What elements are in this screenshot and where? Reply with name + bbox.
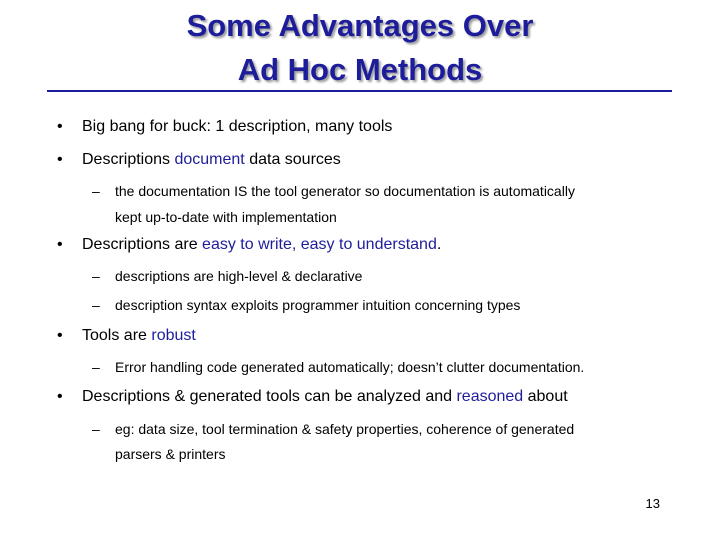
highlight-text: reasoned bbox=[456, 388, 524, 405]
bullet-marker: • bbox=[57, 388, 63, 405]
dash-marker: – bbox=[92, 183, 100, 199]
title-line-2: Ad Hoc Methods bbox=[237, 52, 483, 87]
sub-bullet-text: eg: data size, tool termination & safety properties, coherence of generated bbox=[115, 421, 575, 437]
bullet-marker: • bbox=[57, 151, 63, 168]
sub-bullet-text-continued: parsers & printers bbox=[115, 446, 226, 462]
highlight-text: robust bbox=[151, 327, 196, 344]
highlight-text: document bbox=[174, 151, 245, 168]
page-number: 13 bbox=[645, 496, 660, 511]
bullet-marker: • bbox=[57, 327, 63, 344]
bullet-text: Descriptions & generated tools can be analyzed and reasoned about bbox=[82, 388, 568, 405]
dash-marker: – bbox=[92, 297, 100, 313]
dash-marker: – bbox=[92, 268, 100, 284]
title-divider bbox=[47, 90, 672, 92]
sub-bullet-text-continued: kept up-to-date with implementation bbox=[115, 209, 337, 225]
bullet-text: Descriptions document data sources bbox=[82, 151, 341, 168]
bullet-text: Big bang for buck: 1 description, many tools bbox=[82, 118, 393, 135]
sub-bullet-text: descriptions are high-level & declarative bbox=[115, 268, 363, 284]
dash-marker: – bbox=[92, 359, 100, 375]
sub-bullet-text: Error handling code generated automatically; doesn’t clutter documentation. bbox=[115, 359, 585, 375]
sub-bullet-text: description syntax exploits programmer intuition concerning types bbox=[115, 297, 521, 313]
bullet-marker: • bbox=[57, 118, 63, 135]
slide-title bbox=[0, 4, 720, 92]
sub-bullet-text: the documentation IS the tool generator so documentation is automatically bbox=[115, 183, 575, 199]
highlight-text: easy to write, easy to understand bbox=[202, 236, 437, 253]
bullet-text: Tools are robust bbox=[82, 327, 196, 344]
bullet-marker: • bbox=[57, 236, 63, 253]
bullet-text: Descriptions are easy to write, easy to understand. bbox=[82, 236, 442, 253]
dash-marker: – bbox=[92, 421, 100, 437]
title-line-1: Some Advantages Over bbox=[186, 8, 534, 43]
